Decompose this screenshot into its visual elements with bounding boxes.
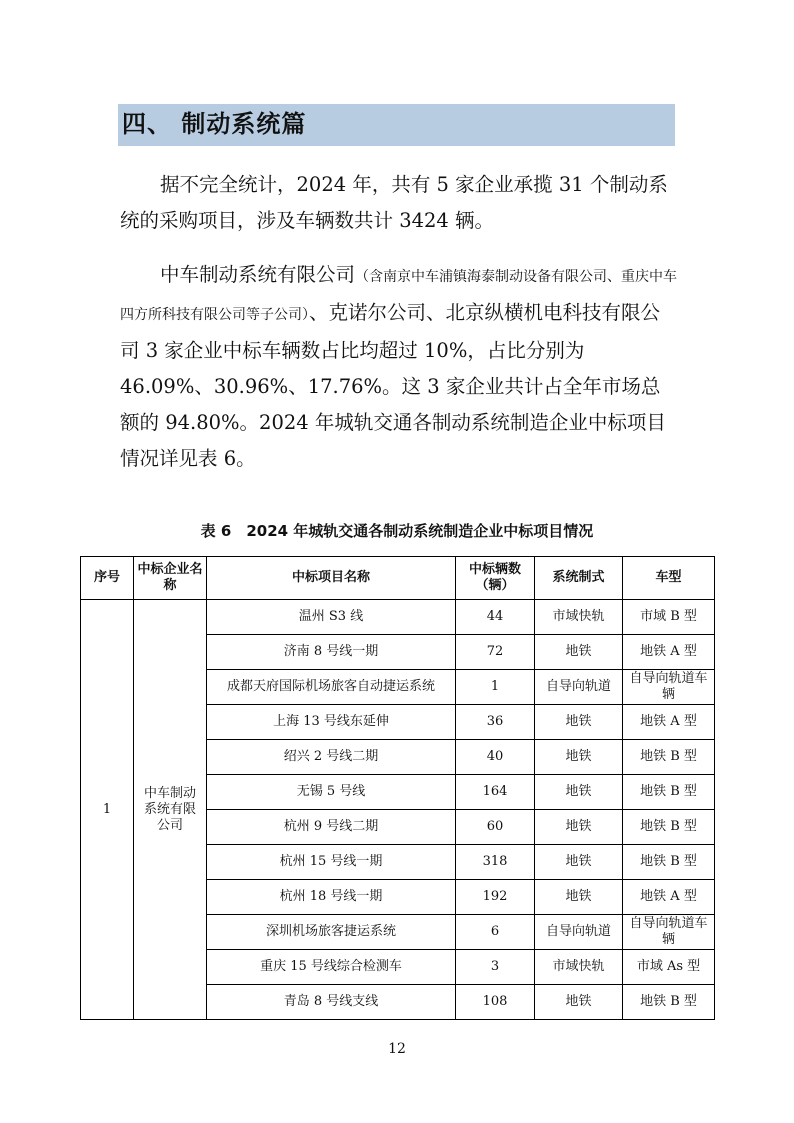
cell-system: 地铁 bbox=[535, 705, 623, 740]
cell-vehicle-count: 318 bbox=[456, 845, 535, 880]
cell-project: 成都天府国际机场旅客自动捷运系统 bbox=[207, 670, 456, 705]
cell-project: 青岛 8 号线支线 bbox=[207, 985, 456, 1020]
header-vehicle-type: 车型 bbox=[623, 557, 715, 600]
cell-system: 地铁 bbox=[535, 845, 623, 880]
cell-system: 地铁 bbox=[535, 985, 623, 1020]
cell-system: 地铁 bbox=[535, 740, 623, 775]
page-number: 12 bbox=[388, 1041, 406, 1057]
cell-vehicle-type: 地铁 A 型 bbox=[623, 880, 715, 915]
table-row bbox=[81, 600, 715, 635]
header-index: 序号 bbox=[81, 557, 134, 600]
table-header-row bbox=[81, 557, 715, 600]
cell-project: 上海 13 号线东延伸 bbox=[207, 705, 456, 740]
cell-vehicle-count: 164 bbox=[456, 775, 535, 810]
header-vehicle-count: 中标辆数（辆） bbox=[456, 557, 535, 600]
paragraph-market-share-text: 、克诺尔公司、北京纵横机电科技有限公司 3 家企业中标车辆数占比均超过 10%，占比分别为 46.09%、30.96%、17.76%。这 3 家企业共计占全年市场总额的 94.80%。2024 年城轨交通各制动系统制造企业中标项目情况详见表 6。 bbox=[120, 301, 666, 470]
cell-project: 济南 8 号线一期 bbox=[207, 635, 456, 670]
cell-vehicle-count: 60 bbox=[456, 810, 535, 845]
cell-project: 杭州 18 号线一期 bbox=[207, 880, 456, 915]
cell-vehicle-count: 44 bbox=[456, 600, 535, 635]
cell-project: 温州 S3 线 bbox=[207, 600, 456, 635]
paragraph-statistics bbox=[120, 167, 678, 239]
cell-project: 深圳机场旅客捷运系统 bbox=[207, 915, 456, 950]
cell-vehicle-count: 108 bbox=[456, 985, 535, 1020]
cell-system: 地铁 bbox=[535, 775, 623, 810]
cell-system: 市域快轨 bbox=[535, 950, 623, 985]
paragraph-lead-company: 中车制动系统有限公司 bbox=[160, 263, 356, 286]
cell-vehicle-type: 地铁 B 型 bbox=[623, 985, 715, 1020]
cell-system: 地铁 bbox=[535, 635, 623, 670]
cell-system: 自导向轨道 bbox=[535, 670, 623, 705]
cell-vehicle-count: 36 bbox=[456, 705, 535, 740]
bid-projects-table bbox=[80, 556, 715, 1020]
paragraph-statistics-text: 据不完全统计，2024 年，共有 5 家企业承揽 31 个制动系统的采购项目，涉及车辆数共计 3424 辆。 bbox=[120, 173, 668, 232]
cell-vehicle-type: 自导向轨道车辆 bbox=[623, 670, 715, 705]
header-company: 中标企业名称 bbox=[134, 557, 207, 600]
cell-vehicle-type: 市域 B 型 bbox=[623, 600, 715, 635]
cell-vehicle-type: 地铁 B 型 bbox=[623, 775, 715, 810]
cell-vehicle-type: 地铁 B 型 bbox=[623, 740, 715, 775]
cell-vehicle-count: 1 bbox=[456, 670, 535, 705]
cell-vehicle-count: 6 bbox=[456, 915, 535, 950]
cell-vehicle-type: 地铁 A 型 bbox=[623, 705, 715, 740]
cell-project: 杭州 15 号线一期 bbox=[207, 845, 456, 880]
paragraph-subsidiary-note: （含南京中车浦镇海泰制动设备有限公司、重庆中车四方所科技有限公司等子公司） bbox=[120, 269, 678, 323]
cell-system: 市域快轨 bbox=[535, 600, 623, 635]
cell-project: 无锡 5 号线 bbox=[207, 775, 456, 810]
cell-vehicle-type: 自导向轨道车辆 bbox=[623, 915, 715, 950]
cell-project: 杭州 9 号线二期 bbox=[207, 810, 456, 845]
cell-vehicle-count: 192 bbox=[456, 880, 535, 915]
cell-vehicle-type: 市域 As 型 bbox=[623, 950, 715, 985]
header-project: 中标项目名称 bbox=[207, 557, 456, 600]
cell-index: 1 bbox=[81, 600, 134, 1020]
cell-system: 自导向轨道 bbox=[535, 915, 623, 950]
cell-system: 地铁 bbox=[535, 880, 623, 915]
cell-vehicle-type: 地铁 B 型 bbox=[623, 845, 715, 880]
cell-vehicle-count: 3 bbox=[456, 950, 535, 985]
cell-company: 中车制动系统有限公司 bbox=[134, 600, 207, 1020]
paragraph-market-share bbox=[120, 257, 678, 477]
table-caption: 表 6 2024 年城轨交通各制动系统制造企业中标项目情况 bbox=[200, 522, 594, 540]
cell-vehicle-type: 地铁 B 型 bbox=[623, 810, 715, 845]
section-heading: 四、 制动系统篇 bbox=[122, 110, 307, 138]
cell-project: 绍兴 2 号线二期 bbox=[207, 740, 456, 775]
cell-project: 重庆 15 号线综合检测车 bbox=[207, 950, 456, 985]
header-system: 系统制式 bbox=[535, 557, 623, 600]
cell-vehicle-type: 地铁 A 型 bbox=[623, 635, 715, 670]
cell-vehicle-count: 40 bbox=[456, 740, 535, 775]
cell-vehicle-count: 72 bbox=[456, 635, 535, 670]
cell-system: 地铁 bbox=[535, 810, 623, 845]
